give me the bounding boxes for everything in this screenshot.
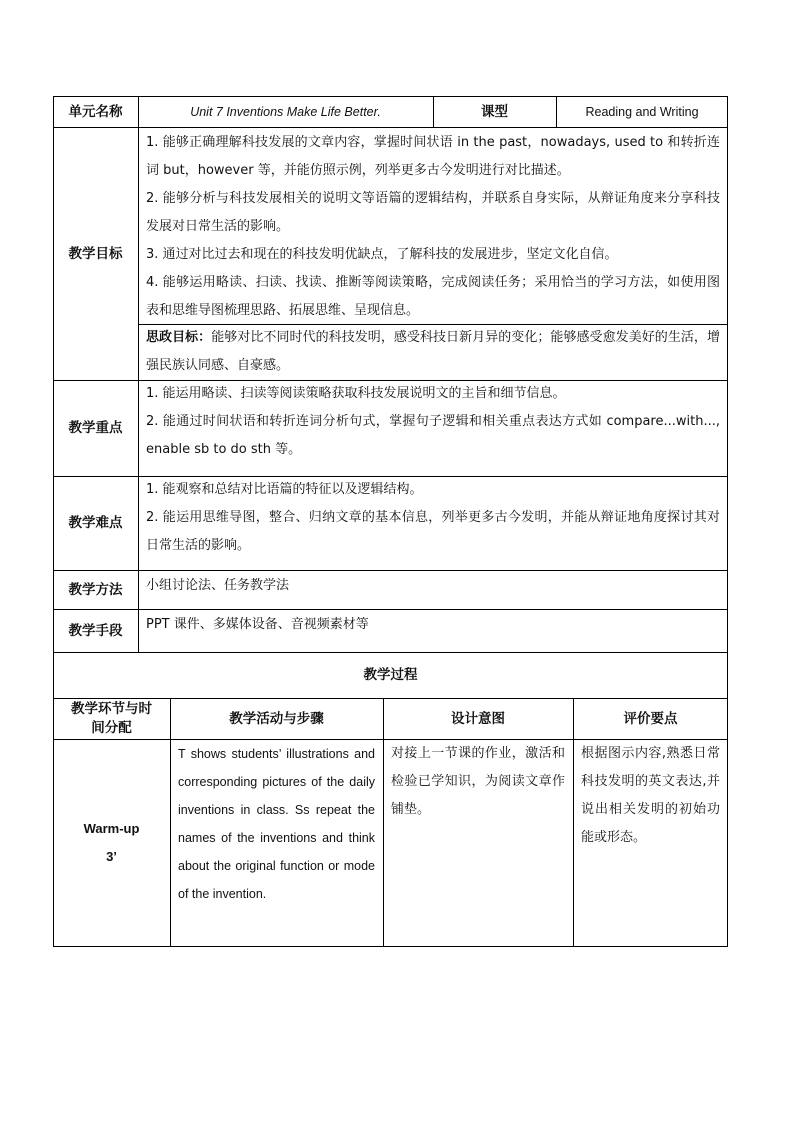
key-point-item: 2. 能通过时间状语和转折连词分析句式，掌握句子逻辑和相关重点表达方式如 compare...with..., enable sb to do sth 等。 — [146, 414, 720, 457]
difficulties-list — [138, 476, 728, 570]
difficulties-label: 教学难点 — [68, 515, 123, 531]
ideology-text: 能够对比不同时代的科技发明，感受科技日新月异的变化；能够感受愈发美好的生活，增强民族认同感、自豪感。 — [146, 330, 720, 373]
process-col-evaluation: 评价要点 — [623, 710, 678, 727]
process-col-stage: 教学环节与时间分配 — [71, 700, 152, 736]
stage-name: Warm-up — [83, 820, 140, 836]
ideology-title: 思政目标： — [146, 330, 212, 345]
objective-item: 4. 能够运用略读、扫读、找读、推断等阅读策略，完成阅读任务；采用恰当的学习方法，如使用图表和思维导图梳理思路、拓展思维、呈现信息。 — [146, 275, 720, 318]
objective-item: 3. 通过对比过去和现在的科技发明优缺点，了解科技的发展进步，坚定文化自信。 — [146, 247, 618, 262]
objective-item: 1. 能够正确理解科技发展的文章内容，掌握时间状语 in the past，nowadays, used to 和转折连词 but，however 等，并能仿照示例，列举更多古今发明进行对比描述。 — [146, 135, 720, 178]
methods-label: 教学方法 — [68, 581, 123, 598]
process-intent-cell: 对接上一节课的作业，激活和检验已学知识，为阅读文章作铺垫。 — [391, 746, 565, 817]
means-label: 教学手段 — [68, 622, 123, 639]
objective-item: 2. 能够分析与科技发展相关的说明文等语篇的逻辑结构，并联系自身实际，从辩证角度来分享科技发展对日常生活的影响。 — [146, 191, 720, 234]
key-point-item: 1. 能运用略读、扫读等阅读策略获取科技发展说明文的主旨和细节信息。 — [146, 386, 566, 401]
lesson-type-label: 课型 — [481, 103, 508, 120]
difficulty-item: 2. 能运用思维导图，整合、归纳文章的基本信息，列举更多古今发明，并能从辩证地角度探讨其对日常生活的影响。 — [146, 510, 720, 553]
objectives-list — [138, 127, 728, 324]
unit-name-label: 单元名称 — [68, 103, 123, 120]
process-stage-cell — [53, 739, 170, 946]
process-col-activity: 教学活动与步骤 — [229, 710, 324, 727]
ideology-objective — [138, 324, 728, 380]
difficulty-item: 1. 能观察和总结对比语篇的特征以及逻辑结构。 — [146, 482, 423, 497]
lesson-type-value: Reading and Writing — [585, 104, 699, 119]
unit-name-value: Unit 7 Inventions Make Life Better. — [190, 104, 381, 119]
process-col-intent: 设计意图 — [451, 710, 505, 727]
stage-time: 3’ — [106, 848, 117, 864]
key-points-label: 教学重点 — [68, 420, 123, 436]
process-activity-cell: T shows students’ illustrations and corresponding pictures of the daily inventions in class. Ss repeat the names of the inventions and think about the original function or mode of the invention. — [178, 747, 375, 901]
process-title: 教学过程 — [363, 667, 418, 683]
means-value: PPT 课件、多媒体设备、音视频素材等 — [146, 617, 369, 632]
key-points-list — [138, 380, 728, 476]
objectives-label: 教学目标 — [68, 245, 123, 262]
methods-value: 小组讨论法、任务教学法 — [146, 578, 290, 593]
process-evaluation-cell: 根据图示内容,熟悉日常科技发明的英文表达,并说出相关发明的初始功能或形态。 — [581, 746, 720, 845]
